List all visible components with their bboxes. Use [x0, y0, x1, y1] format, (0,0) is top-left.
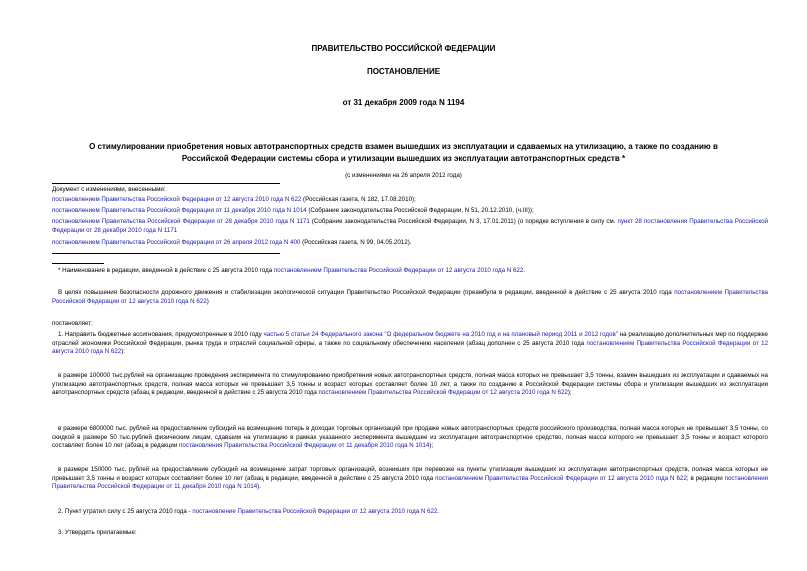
revision-note: (с изменениями на 26 апреля 2012 года) — [345, 172, 462, 179]
link-decree-400[interactable]: постановлением Правительства Российской Федерации от 26 апреля 2012 года N 400 — [52, 239, 301, 246]
changes-item-2: постановлением Правительства Российской Федерации от 11 декабря 2010 года N 1014 (Собрание законодательства Российской Федерации, N 51, 20.12.2010, (ч.III)); — [52, 207, 534, 214]
divider-bottom — [52, 253, 280, 254]
link-decree-1171[interactable]: постановлением Правительства Российской Федерации от 28 декабря 2010 года N 1171 — [52, 218, 310, 225]
link-pc-1014[interactable]: постановления Правительства Российской Федерации от 11 декабря 2010 года N 1014 — [52, 474, 768, 491]
para-1-c: в размере 150000 тыс. рублей на предоставление субсидий на возмещение затрат торговых организаций, возникших при перевозке на пункты утилизации вышедших из эксплуатации автотранспортных средств, полная масса которых не превышает 3,5 тонны и возраст которых составляет более 10 лет (абзац в редакции, введенной в действие с 25 августа 2010 года постановлением Правительства Российской Федерации от 12 августа 2010 года N 622; в редакции постановления Правительства Российской Федерации от 11 декабря 2010 года N 1014). — [52, 466, 768, 491]
divider-top — [52, 183, 280, 184]
link-pb-1014[interactable]: постановления Правительства Российской Федерации от 11 декабря 2010 года N 1014 — [179, 442, 430, 450]
changes-item-4: постановлением Правительства Российской Федерации от 26 апреля 2012 года N 400 (Российская газета, N 99, 04.05.2012). — [52, 239, 412, 246]
doc-title: О стимулировании приобретения новых автотранспортных средств взамен вышедших из эксплуатации и сдаваемых на утилизацию, а также по созданию в Российской Федерации системы сбора и утилизации вышедших из эксплуатации автотранспортных средств * — [89, 142, 718, 163]
link-p2-622[interactable]: постановление Правительства Российской Федерации от 12 августа 2010 года N 622 — [192, 508, 438, 515]
preamble: В целях повышения безопасности дорожного движения и стабилизации экологической ситуации Правительство Российской Федерации (преамбула в редакции, введенной в действие с 25 августа 2010 года постановлением Правительства Российской Федерации от 12 августа 2010 года N 622) — [52, 289, 769, 305]
link-preamble-622[interactable]: постановлением Правительства Российской Федерации от 12 августа 2010 года N 622 — [52, 289, 769, 305]
issuer-heading: ПРАВИТЕЛЬСТВО РОССИЙСКОЙ ФЕДЕРАЦИИ — [311, 44, 496, 53]
footnote-rule — [52, 263, 104, 264]
footnote: * Наименование в редакции, введенной в действие с 25 августа 2010 года постановлением Правительства Российской Федерации от 12 августа 2010 года N 622. — [58, 267, 525, 274]
link-pa-622[interactable]: постановлением Правительства Российской Федерации от 12 августа 2010 года N 622 — [318, 389, 568, 397]
para-1-a: в размере 100000 тыс.рублей на организацию проведения эксперимента по стимулированию приобретения новых автотранспортных средств, полная масса которых не превышает 3,5 тонны, взамен вышедших из эксплуатации и сдаваемых на утилизацию автотранспортных средств, полная масса которых не превышает 3,5 тонны и возраст которых составляет более 10 лет, а также по созданию в Российской Федерации системы сбора и утилизации вышедших из эксплуатации автотранспортных средств (абзац в редакции, введенной в действие с 25 августа 2010 года постановлением Правительства Российской Федерации от 12 августа 2010 года N 622); — [52, 372, 768, 397]
link-clause-28[interactable]: пункт 28 постановления Правительства Российской Федерации от 28 декабря 2010 года N 1171 — [52, 218, 769, 234]
para-2: 2. Пункт утратил силу с 25 августа 2010 года - постановление Правительства Российской Федерации от 12 августа 2010 года N 622. — [58, 508, 440, 515]
resolves: постановляет: — [52, 320, 93, 327]
para-3: 3. Утвердить прилагаемые: — [58, 529, 137, 536]
changes-intro: Документ с изменениями, внесенными: — [52, 186, 166, 193]
link-pc-622[interactable]: постановлением Правительства Российской Федерации от 12 августа 2010 года N 622 — [435, 474, 687, 482]
link-footnote-622[interactable]: постановлением Правительства Российской Федерации от 12 августа 2010 года N 622 — [273, 267, 524, 274]
para-1-b: в размере 6800000 тыс. рублей на предоставление субсидий на возмещение потерь в доходах торговых организаций при продаже новых автотранспортных средств российского производства, полная масса которых не превышает 3,5 тонны, со скидкой в размере 50 тыс.рублей физическим лицам, сдавшим на утилизацию в рамках указанного эксперимента вышедшее из эксплуатации автотранспортное средство, полная масса которого не превышает 3,5 тонны и возраст которого составляет более 10 лет (абзац в редакции постановления Правительства Российской Федерации от 11 декабря 2010 года N 1014); — [52, 425, 768, 450]
link-federal-law-24[interactable]: частью 5 статьи 24 Федерального закона "О федеральном бюджете на 2010 год и на плановый период 2011 и 2012 годов" — [263, 331, 618, 338]
link-decree-1014[interactable]: постановлением Правительства Российской Федерации от 11 декабря 2010 года N 1014 — [52, 207, 307, 214]
changes-item-1: постановлением Правительства Российской Федерации от 12 августа 2010 года N 622 (Российская газета, N 182, 17.08.2010); — [52, 196, 416, 203]
link-p1-622[interactable]: постановлением Правительства Российской Федерации от 12 августа 2010 года N 622 — [52, 339, 769, 356]
link-decree-622[interactable]: постановлением Правительства Российской Федерации от 12 августа 2010 года N 622 — [52, 196, 302, 203]
changes-item-3: постановлением Правительства Российской Федерации от 28 декабря 2010 года N 1171 (Собрание законодательства Российской Федерации, N 3, 17.01.2011) (о порядке вступления в силу см. пункт 28 постановления Правительства Российской Федерации от 28 декабря 2010 года N 1171 — [52, 218, 769, 234]
para-1: 1. Направить бюджетные ассигнования, предусмотренные в 2010 году частью 5 статьи 24 Федерального закона "О федеральном бюджете на 2010 год и на плановый период 2011 и 2012 годов" на реализацию дополнительных мер по поддержке отраслей экономики Российской Федерации, рынка труда и отраслей социальной сферы, а также по социальному обеспечению населения (абзац дополнен с 25 августа 2010 года постановлением Правительства Российской Федерации от 12 августа 2010 года N 622): — [52, 331, 769, 356]
doc-date-heading: от 31 декабря 2009 года N 1194 — [342, 98, 465, 107]
doc-type-heading: ПОСТАНОВЛЕНИЕ — [366, 67, 441, 76]
